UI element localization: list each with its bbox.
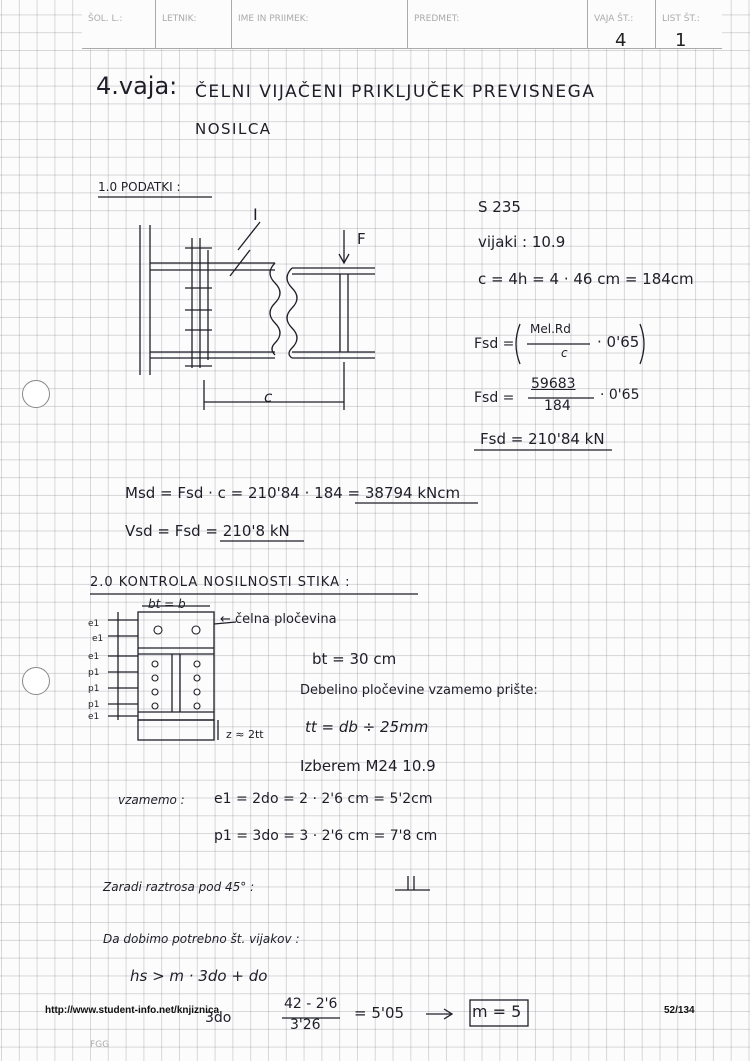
bolt-rows-note: Da dobimo potrebno št. vijakov :	[103, 932, 300, 946]
m-fraction-lhs: 3do	[205, 1010, 232, 1026]
bolt-hole	[154, 626, 162, 634]
end-plate-note: ← čelna pločevina	[220, 612, 337, 627]
plate-width-value: bt = 30 cm	[312, 650, 397, 668]
fsd-formula-lhs: Fsd =	[474, 336, 515, 352]
bolt-choice: Izberem M24 10.9	[300, 757, 436, 775]
spread-note: Zaradi raztrosa pod 45° :	[103, 880, 255, 894]
vzamemo-label: vzamemo :	[118, 793, 185, 807]
fsd-formula-rhs: · 0'65	[597, 333, 640, 351]
header-ime: IME IN PRIIMEK:	[232, 0, 408, 48]
list-number: 1	[675, 30, 687, 51]
weld-label: z ≈ 2tt	[226, 728, 264, 741]
box-m	[470, 1000, 528, 1026]
plate-width-label: bt = b	[148, 597, 186, 611]
bolt-hole	[152, 675, 158, 681]
header-letnik: LETNIK:	[156, 0, 232, 48]
bolt-hole	[192, 626, 200, 634]
bolt-hole	[194, 703, 200, 709]
bolt-hole	[194, 675, 200, 681]
header-vaja: VAJA ŠT.:	[588, 0, 656, 48]
label-e1: e1	[88, 619, 100, 629]
fsd-value-num: 59683	[531, 376, 576, 392]
paren-left	[516, 324, 520, 364]
thickness-value: tt = db ÷ 25mm	[305, 718, 429, 736]
footer-url[interactable]: http://www.student-info.net/knjiznica	[45, 1005, 220, 1016]
label-p1: p1	[88, 668, 100, 678]
footer-page: 52/134	[664, 1005, 695, 1016]
bolts-class: vijaki : 10.9	[478, 233, 566, 251]
force-label-f: F	[357, 230, 366, 248]
section-1-heading: 1.0 PODATKI :	[98, 180, 181, 194]
header-predmet: PREDMET:	[408, 0, 588, 48]
m-fraction-den: 3'26	[290, 1017, 321, 1033]
bolt-hole	[194, 689, 200, 695]
title-prefix: 4.vaja:	[96, 72, 178, 100]
label-e1c: e1	[88, 652, 100, 662]
fsd-formula-den: c	[561, 346, 568, 360]
hs-inequality: hs > m · 3do + do	[130, 967, 268, 985]
footer-fgg: FGG	[90, 1040, 110, 1050]
label-e1d: e1	[88, 712, 100, 722]
p1-equation: p1 = 3do = 3 · 2'6 cm = 7'8 cm	[214, 828, 438, 844]
section-2-heading: 2.0 KONTROLA NOSILNOSTI STIKA :	[90, 575, 351, 590]
detail-leader	[238, 222, 260, 250]
m-fraction-num: 42 - 2'6	[284, 996, 338, 1012]
dim-label-c: c	[264, 388, 273, 406]
paren-right	[640, 324, 644, 364]
fsd-value-rhs: · 0'65	[600, 387, 640, 403]
bolt-hole	[152, 661, 158, 667]
e1-equation: e1 = 2do = 2 · 2'6 cm = 5'2cm	[214, 791, 433, 807]
weld-strip	[138, 720, 214, 740]
fsd-value-den: 184	[544, 398, 571, 414]
label-p1c: p1	[88, 700, 100, 710]
vaja-number: 4	[615, 30, 627, 51]
bolt-hole	[152, 703, 158, 709]
header-sol: ŠOL. L.:	[82, 0, 156, 48]
vsd-equation: Vsd = Fsd = 210'8 kN	[125, 522, 290, 540]
title-line-1: ČELNI VIJAČENI PRIKLJUČEK PREVISNEGA	[195, 82, 596, 102]
detail-label-i: I	[253, 205, 258, 224]
fsd-result: Fsd = 210'84 kN	[480, 430, 605, 448]
steel-grade: S 235	[478, 198, 521, 216]
m-final: m = 5	[472, 1002, 522, 1021]
label-p1b: p1	[88, 684, 100, 694]
header-list: LIST ŠT.:	[662, 14, 700, 24]
label-e1b: e1	[92, 634, 104, 644]
title-line-2: NOSILCA	[195, 120, 272, 138]
bolt-hole	[152, 689, 158, 695]
msd-equation: Msd = Fsd · c = 210'84 · 184 = 38794 kNcm	[125, 484, 461, 502]
end-plate-outline	[138, 612, 214, 720]
fsd-formula-num: Mel.Rd	[530, 322, 571, 336]
break-line-left	[270, 263, 280, 355]
thickness-note: Debelino pločevine vzamemo prište:	[300, 683, 538, 698]
m-result: = 5'05	[354, 1004, 405, 1022]
break-line-right	[287, 268, 297, 358]
lever-arm-c: c = 4h = 4 · 46 cm = 184cm	[478, 270, 694, 288]
bolt-hole	[194, 661, 200, 667]
fsd-value-lhs: Fsd =	[474, 390, 515, 406]
plate-note-arrow	[214, 622, 236, 624]
